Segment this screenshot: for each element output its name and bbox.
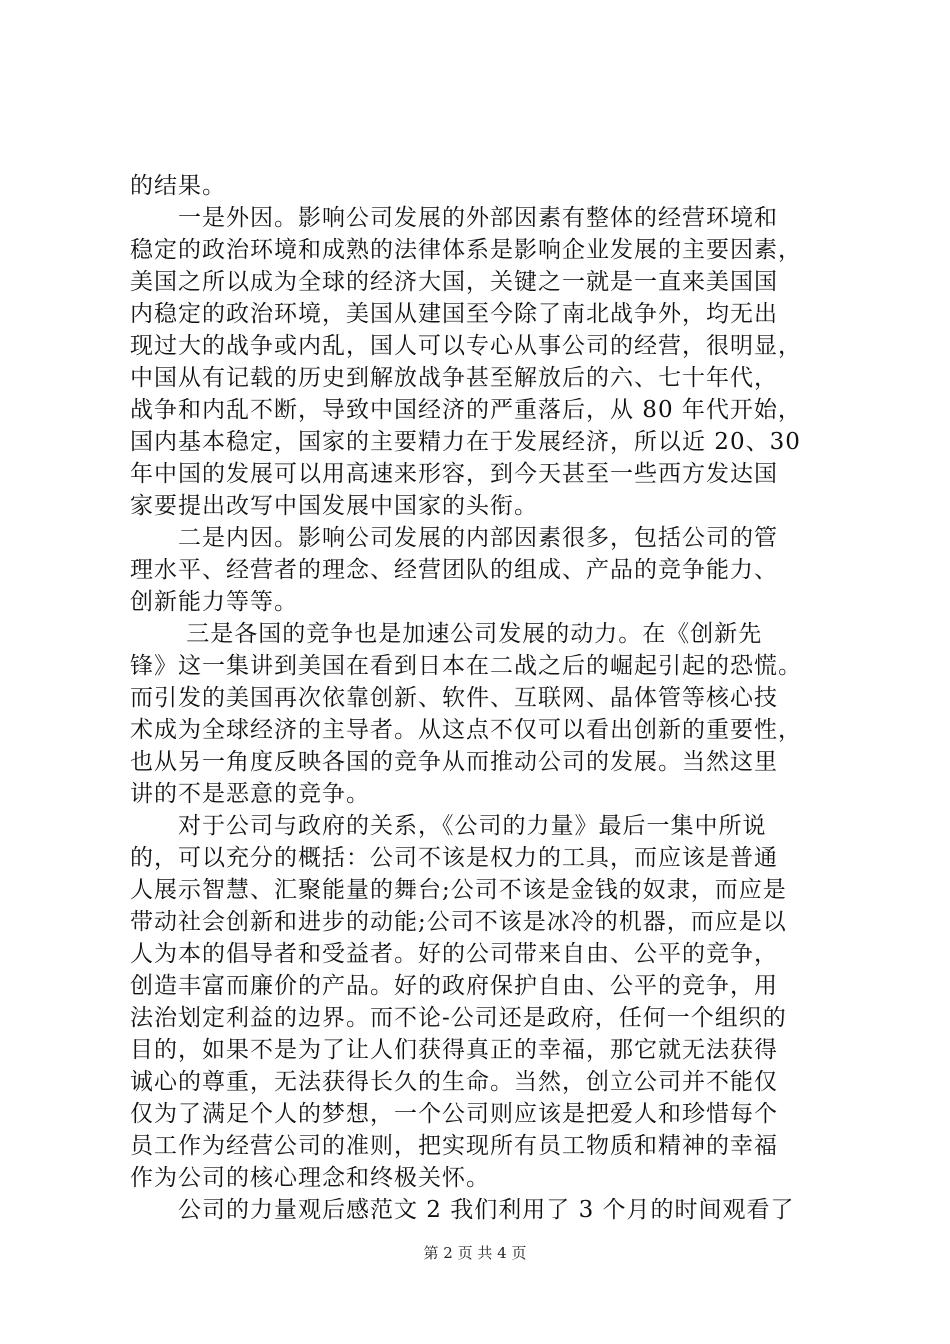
text-line: 年中国的发展可以用高速来形容，到今天甚至一些西方发达国	[130, 461, 778, 487]
text-line: 也从另一角度反映各国的竞争从而推动公司的发展。当然这里	[130, 749, 778, 775]
text-line: 法治划定利益的边界。而不论-公司还是政府，任何一个组织的	[130, 1005, 787, 1031]
text-line: 仅为了满足个人的梦想，一个公司则应该是把爱人和珍惜每个	[130, 1101, 778, 1127]
text-line: 目的，如果不是为了让人们获得真正的幸福，那它就无法获得	[130, 1037, 778, 1063]
text-line: 带动社会创新和进步的动能;公司不该是冰冷的机器，而应是以	[130, 909, 787, 935]
text-line: 作为公司的核心理念和终极关怀。	[130, 1165, 490, 1191]
text-line: 的，可以充分的概括：公司不该是权力的工具，而应该是普通	[130, 845, 778, 871]
text-line: 创造丰富而廉价的产品。好的政府保护自由、公平的竞争，用	[130, 973, 778, 999]
text-line: 理水平、经营者的理念、经营团队的组成、产品的竞争能力、	[130, 557, 778, 583]
text-line: 公司的力量观后感范文 2 我们利用了 3 个月的时间观看了	[130, 1197, 795, 1223]
text-line: 三是各国的竞争也是加速公司发展的动力。在《创新先	[130, 621, 763, 647]
text-line: 家要提出改写中国发展中国家的头衔。	[130, 493, 538, 519]
text-line: 内稳定的政治环境，美国从建国至今除了南北战争外，均无出	[130, 301, 778, 327]
text-line: 战争和内乱不断，导致中国经济的严重落后，从 80 年代开始，	[130, 397, 802, 423]
text-line: 美国之所以成为全球的经济大国，关键之一就是一直来美国国	[130, 269, 778, 295]
text-line: 二是内因。影响公司发展的内部因素很多，包括公司的管	[130, 525, 778, 551]
text-line: 现过大的战争或内乱，国人可以专心从事公司的经营，很明显，	[130, 333, 802, 359]
text-line: 国内基本稳定，国家的主要精力在于发展经济，所以近 20、30	[130, 429, 801, 455]
page-number-footer: 第 2 页 共 4 页	[423, 1244, 527, 1262]
text-line: 术成为全球经济的主导者。从这点不仅可以看出创新的重要性，	[130, 717, 802, 743]
text-line: 讲的不是恶意的竞争。	[130, 781, 370, 807]
text-line: 创新能力等等。	[130, 589, 298, 615]
text-line: 诚心的尊重，无法获得长久的生命。当然，创立公司并不能仅	[130, 1069, 778, 1095]
text-line: 的结果。	[130, 173, 226, 199]
text-line: 人为本的倡导者和受益者。好的公司带来自由、公平的竞争，	[130, 941, 778, 967]
text-line: 一是外因。影响公司发展的外部因素有整体的经营环境和	[130, 205, 778, 231]
text-line: 对于公司与政府的关系，《公司的力量》最后一集中所说	[130, 813, 767, 839]
text-line: 员工作为经营公司的准则，把实现所有员工物质和精神的幸福	[130, 1133, 778, 1159]
text-line: 锋》这一集讲到美国在看到日本在二战之后的崛起引起的恐慌。	[130, 653, 802, 679]
text-line: 稳定的政治环境和成熟的法律体系是影响企业发展的主要因素，	[130, 237, 802, 263]
text-line: 人展示智慧、汇聚能量的舞台;公司不该是金钱的奴隶，而应是	[130, 877, 787, 903]
text-line: 中国从有记载的历史到解放战争甚至解放后的六、七十年代，	[130, 365, 778, 391]
text-line: 而引发的美国再次依靠创新、软件、互联网、晶体管等核心技	[130, 685, 778, 711]
document-body	[130, 170, 830, 1226]
